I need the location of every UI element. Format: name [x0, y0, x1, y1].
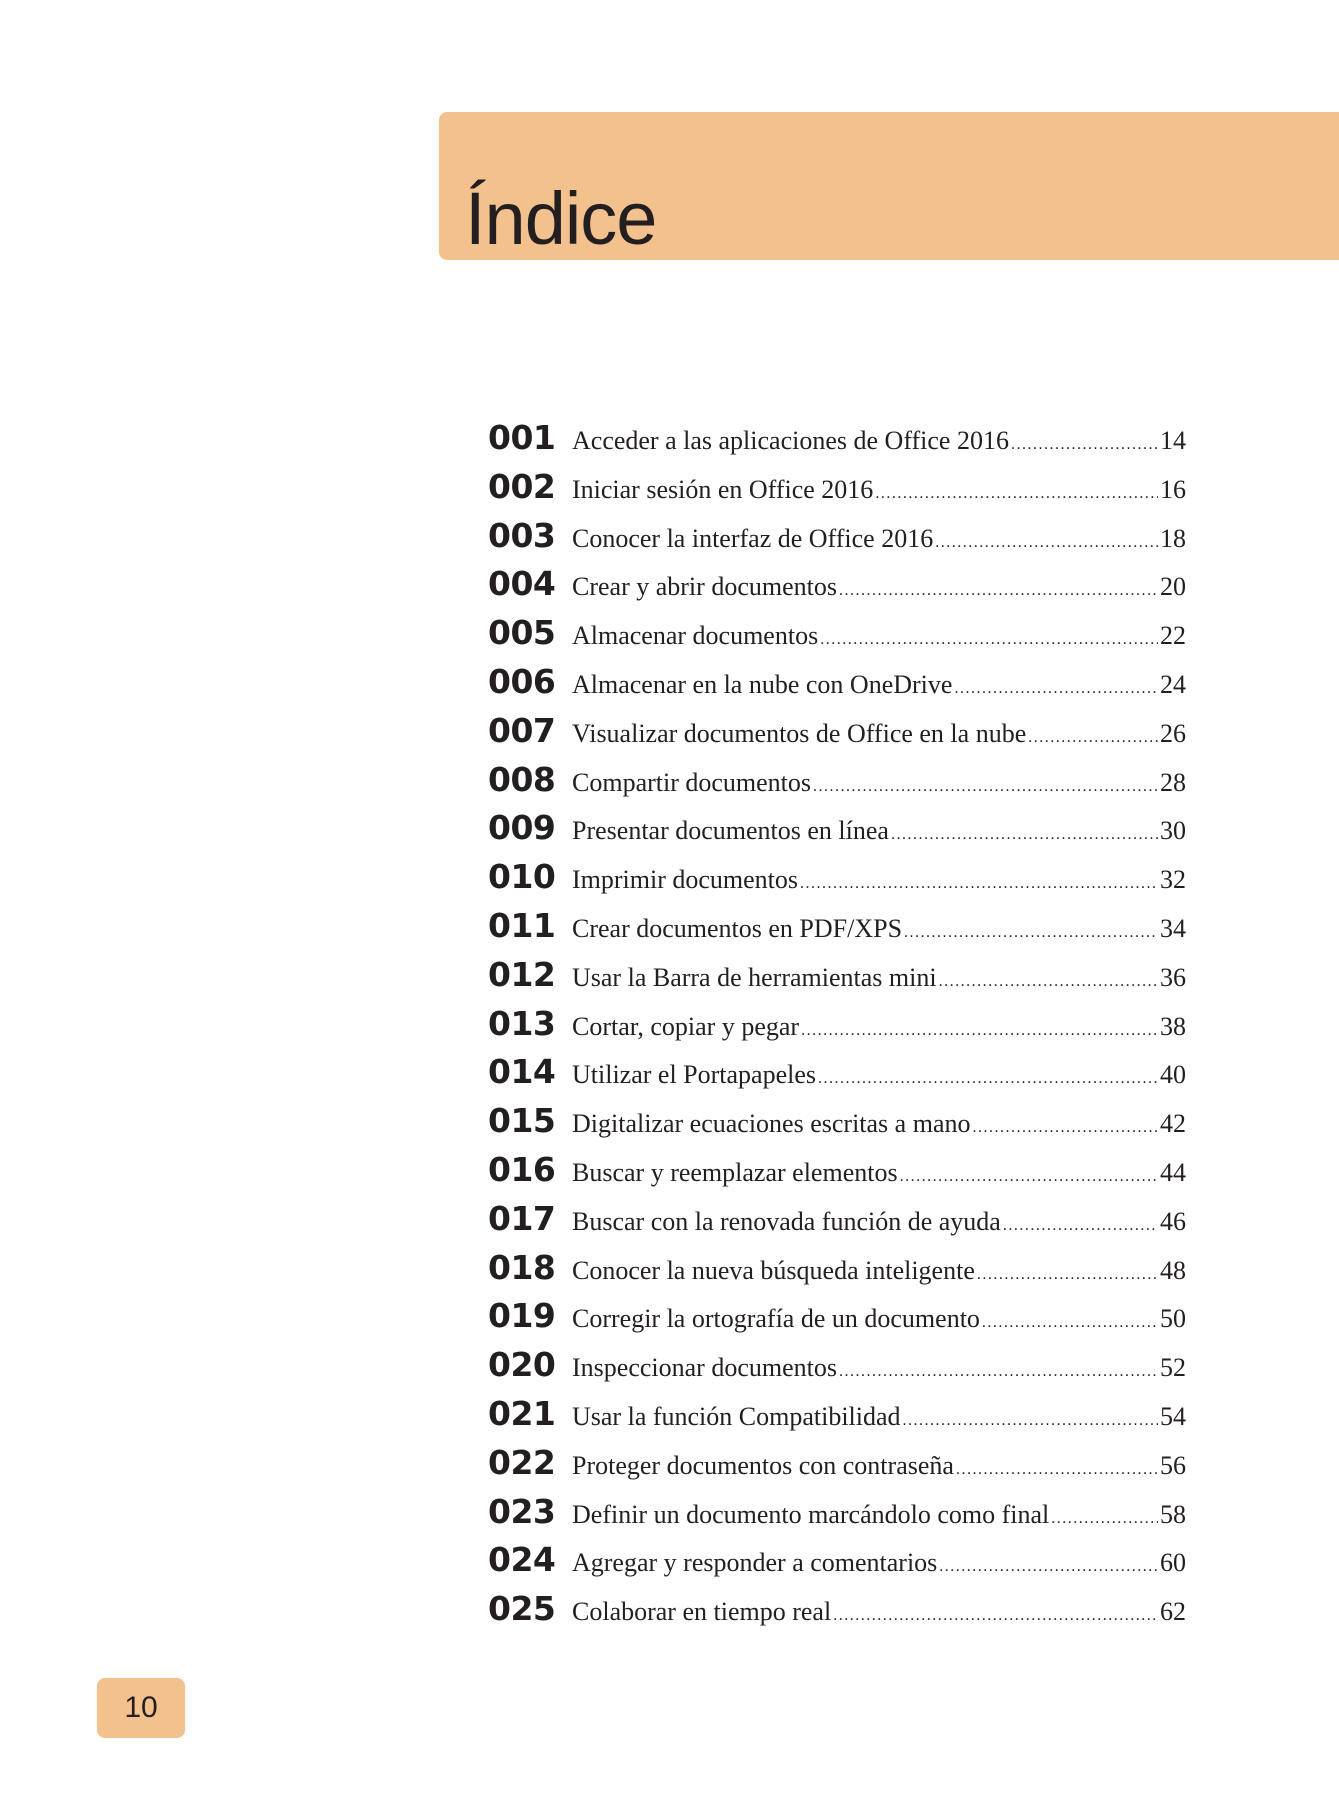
- toc-entry-number: 017: [488, 1198, 556, 1238]
- toc-entry[interactable]: [488, 467, 1186, 516]
- toc-entry-title: Crear documentos en PDF/XPS: [572, 913, 903, 943]
- toc-entry-page: 52: [1160, 1353, 1186, 1383]
- dot-leader: [820, 631, 1158, 649]
- toc-entry[interactable]: [488, 1540, 1186, 1589]
- toc-entry-title: Inspeccionar documentos: [572, 1353, 837, 1383]
- dot-leader: [939, 1558, 1158, 1576]
- toc-entry-page: 58: [1160, 1499, 1186, 1529]
- dot-leader: [800, 875, 1158, 893]
- toc-entry[interactable]: [488, 1443, 1186, 1492]
- dot-leader: [833, 1607, 1158, 1625]
- toc-entry[interactable]: [488, 955, 1186, 1004]
- toc-entry-number: 001: [488, 418, 556, 457]
- toc-entry-title: Buscar con la renovada función de ayuda: [572, 1206, 1001, 1236]
- title-band: [439, 112, 1339, 260]
- dot-leader: [813, 778, 1158, 796]
- dot-leader: [935, 534, 1158, 552]
- dot-leader: [982, 1314, 1158, 1332]
- toc-entry-title: Proteger documentos con contraseña: [572, 1450, 954, 1480]
- toc-entry-page: 50: [1160, 1304, 1186, 1334]
- toc-entry-page: 62: [1160, 1597, 1186, 1627]
- toc-entry[interactable]: [488, 1199, 1186, 1248]
- toc-entry[interactable]: [488, 1394, 1186, 1443]
- toc-entry-number: 006: [488, 661, 556, 701]
- toc-entry[interactable]: [488, 857, 1186, 906]
- toc-entry-page: 46: [1160, 1206, 1186, 1236]
- toc-entry-page: 54: [1160, 1401, 1186, 1431]
- toc-entry[interactable]: [488, 1052, 1186, 1101]
- toc-entry-page: 40: [1160, 1060, 1186, 1090]
- dot-leader: [977, 1266, 1158, 1284]
- toc-entry-number: 013: [488, 1003, 556, 1043]
- toc-entry-number: 023: [488, 1491, 556, 1531]
- toc-entry[interactable]: [488, 1004, 1186, 1053]
- toc-entry-title: Acceder a las aplicaciones de Office 2016: [572, 426, 1009, 455]
- dot-leader: [939, 973, 1158, 991]
- page-number-badge: [97, 1678, 185, 1738]
- toc-entry-page: 48: [1160, 1255, 1186, 1285]
- toc-entry-number: 008: [488, 759, 556, 799]
- dot-leader: [801, 1022, 1158, 1040]
- toc-entry-page: 20: [1160, 572, 1186, 602]
- toc-entry-number: 009: [488, 808, 556, 848]
- toc-entry-title: Colaborar en tiempo real: [572, 1597, 832, 1627]
- toc-entry[interactable]: [488, 613, 1186, 662]
- toc-entry-page: 16: [1160, 474, 1186, 504]
- toc-entry-title: Definir un documento marcándolo como final: [572, 1499, 1050, 1529]
- toc-entry-title: Visualizar documentos de Office en la nube: [572, 718, 1027, 748]
- toc-entry-number: 024: [488, 1540, 556, 1580]
- toc-entry-number: 005: [488, 613, 556, 653]
- toc-entry-number: 007: [488, 710, 556, 750]
- toc-entry-page: 24: [1160, 669, 1186, 699]
- toc-entry-title: Almacenar en la nube con OneDrive: [572, 669, 953, 699]
- toc-entry-number: 016: [488, 1149, 556, 1189]
- dot-leader: [900, 1168, 1158, 1186]
- toc-entry-title: Almacenar documentos: [572, 621, 819, 651]
- toc-entry-page: 30: [1160, 816, 1186, 846]
- toc-entry-title: Cortar, copiar y pegar: [572, 1011, 800, 1041]
- toc-entry-page: 42: [1160, 1109, 1186, 1139]
- toc-entry[interactable]: [488, 1589, 1186, 1638]
- dot-leader: [891, 826, 1158, 844]
- dot-leader: [839, 1363, 1158, 1381]
- toc-entry-number: 004: [488, 564, 556, 604]
- toc-entry-title: Buscar y reemplazar elementos: [572, 1157, 898, 1187]
- dot-leader: [972, 1119, 1158, 1137]
- toc-entry-page: 18: [1160, 523, 1186, 553]
- toc-entry-number: 015: [488, 1101, 556, 1141]
- toc-entry-number: 012: [488, 954, 556, 994]
- toc-entry[interactable]: [488, 760, 1186, 809]
- toc-entry-number: 011: [488, 905, 556, 945]
- toc-entry-title: Usar la función Compatibilidad: [572, 1401, 901, 1431]
- toc-entry-number: 021: [488, 1393, 556, 1433]
- dot-leader: [839, 582, 1158, 600]
- toc-entry-title: Iniciar sesión en Office 2016: [572, 474, 874, 504]
- toc-entry[interactable]: [488, 1101, 1186, 1150]
- toc-entry-page: 44: [1160, 1157, 1186, 1187]
- dot-leader: [903, 1412, 1158, 1430]
- toc-entry-title: Corregir la ortografía de un documento: [572, 1304, 980, 1334]
- toc-entry-page: 14: [1160, 426, 1186, 455]
- toc-entry-number: 025: [488, 1589, 556, 1629]
- toc-entry-page: 60: [1160, 1548, 1186, 1578]
- page-number: 10: [124, 1691, 158, 1724]
- toc-entry[interactable]: [488, 516, 1186, 565]
- toc-entry[interactable]: [488, 1150, 1186, 1199]
- toc-entry-title: Presentar documentos en línea: [572, 816, 889, 846]
- toc-entry[interactable]: [488, 1492, 1186, 1541]
- toc-entry-page: 26: [1160, 718, 1186, 748]
- toc-entry[interactable]: [488, 564, 1186, 613]
- toc-entry-number: 003: [488, 515, 556, 555]
- toc-entry-page: 56: [1160, 1450, 1186, 1480]
- toc-entry-number: 020: [488, 1345, 556, 1385]
- toc-entry[interactable]: [488, 1345, 1186, 1394]
- toc-entry-number: 010: [488, 857, 556, 897]
- dot-leader: [956, 1461, 1158, 1479]
- dot-leader: [1003, 1217, 1158, 1235]
- toc-entry-title: Compartir documentos: [572, 767, 812, 797]
- toc-entry[interactable]: [488, 662, 1186, 711]
- dot-leader: [875, 485, 1158, 503]
- page-title: Índice: [465, 177, 657, 260]
- toc-entry-title: Agregar y responder a comentarios: [572, 1548, 938, 1578]
- toc-entry-title: Conocer la nueva búsqueda inteligente: [572, 1255, 975, 1285]
- toc-entry-number: 022: [488, 1442, 556, 1482]
- toc-entry-number: 002: [488, 466, 556, 506]
- toc-entry-page: 36: [1160, 962, 1186, 992]
- table-of-contents: [488, 418, 1186, 1638]
- dot-leader: [1028, 729, 1158, 747]
- toc-entry[interactable]: [488, 906, 1186, 955]
- toc-entry[interactable]: [488, 808, 1186, 857]
- toc-entry-page: 22: [1160, 621, 1186, 651]
- toc-entry-title: Conocer la interfaz de Office 2016: [572, 523, 934, 553]
- dot-leader: [818, 1070, 1158, 1088]
- toc-entry-page: 28: [1160, 767, 1186, 797]
- dot-leader: [954, 680, 1158, 698]
- toc-entry-page: 38: [1160, 1011, 1186, 1041]
- toc-entry-title: Imprimir documentos: [572, 865, 799, 895]
- toc-entry-title: Crear y abrir documentos: [572, 572, 837, 602]
- toc-entry-page: 32: [1160, 865, 1186, 895]
- toc-entry[interactable]: [488, 711, 1186, 760]
- toc-entry-title: Usar la Barra de herramientas mini: [572, 962, 937, 992]
- toc-entry-number: 019: [488, 1296, 556, 1336]
- toc-entry[interactable]: [488, 418, 1186, 467]
- toc-entry-title: Digitalizar ecuaciones escritas a mano: [572, 1109, 971, 1139]
- dot-leader: [904, 924, 1158, 942]
- toc-entry-page: 34: [1160, 913, 1186, 943]
- toc-entry[interactable]: [488, 1296, 1186, 1345]
- dot-leader: [1051, 1510, 1158, 1528]
- dot-leader: [1011, 436, 1158, 454]
- toc-entry-number: 014: [488, 1052, 556, 1092]
- toc-entry[interactable]: [488, 1248, 1186, 1297]
- toc-entry-title: Utilizar el Portapapeles: [572, 1060, 817, 1090]
- toc-entry-number: 018: [488, 1247, 556, 1287]
